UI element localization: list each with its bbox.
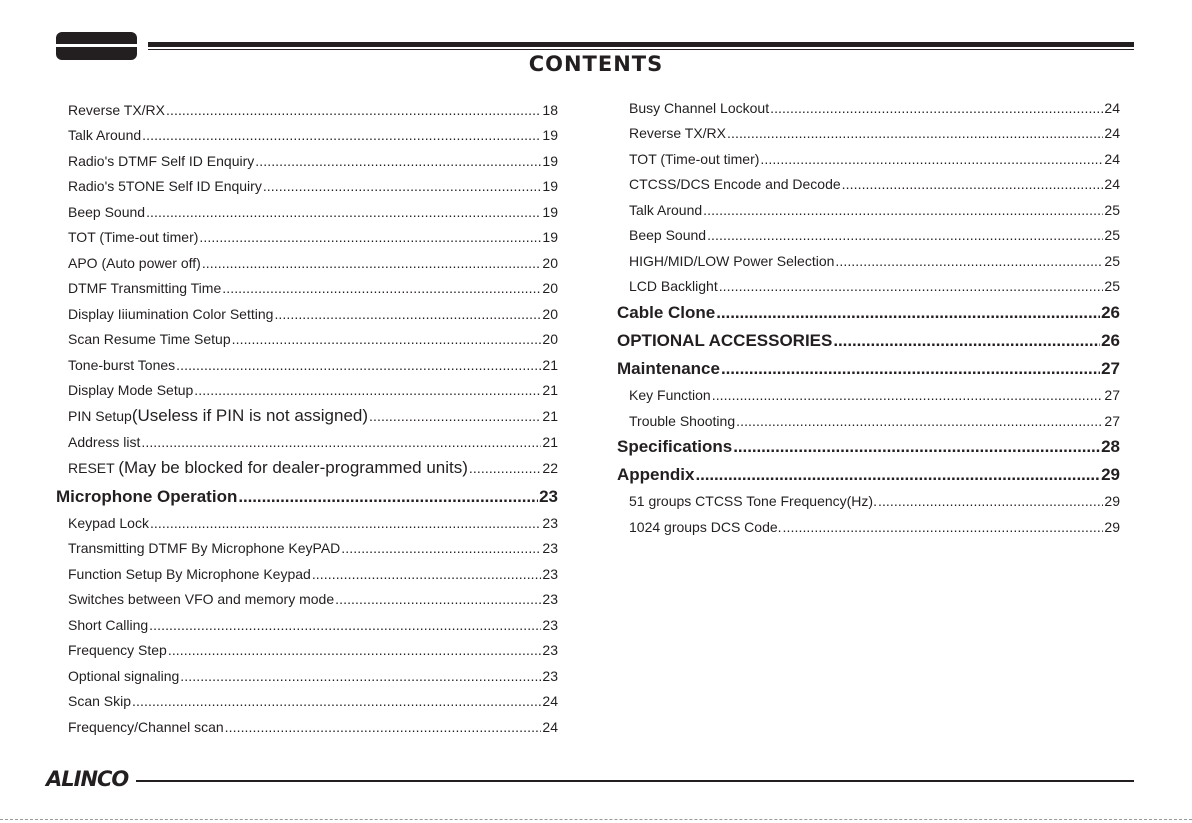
- brand-logo: ALINCO: [46, 767, 129, 791]
- toc-entry-title: [617, 465, 694, 485]
- toc-entry[interactable]: [617, 176, 1120, 192]
- toc-page-number: 21: [542, 382, 558, 398]
- dot-leader: [263, 178, 542, 194]
- toc-entry-title-text: RESET: [68, 460, 119, 476]
- toc-page-number: 24: [542, 693, 558, 709]
- toc-entry-title: [68, 617, 148, 633]
- toc-entry-title-text: Reverse TX/RX: [629, 125, 726, 141]
- toc-entry-title-text: Scan Skip: [68, 693, 132, 709]
- toc-page-number: 20: [542, 280, 558, 296]
- toc-page-number: 27: [1104, 387, 1120, 403]
- dot-leader: [469, 460, 542, 476]
- toc-entry[interactable]: [56, 102, 558, 118]
- toc-entry[interactable]: [56, 331, 558, 347]
- dot-leader: [255, 153, 541, 169]
- dot-leader: [341, 540, 541, 556]
- toc-page-number: 27: [1104, 413, 1120, 429]
- toc-page-number: 27: [1101, 359, 1120, 378]
- toc-entry[interactable]: [617, 493, 1120, 509]
- toc-entry[interactable]: [617, 125, 1120, 141]
- dot-leader: [168, 642, 542, 658]
- toc-entry-title: [617, 359, 720, 379]
- toc-entry[interactable]: [56, 127, 558, 143]
- dot-leader: [150, 515, 541, 531]
- toc-entry-title: [629, 253, 834, 269]
- toc-page-number: 24: [1104, 176, 1120, 192]
- dot-leader: [878, 493, 1103, 509]
- toc-entry-title: [68, 719, 224, 735]
- toc-entry-title-text: Radio's DTMF Self ID Enquiry: [68, 153, 255, 169]
- toc-entry-title-text: Switches between VFO and memory mode: [68, 591, 335, 607]
- toc-page-number: 24: [542, 719, 558, 735]
- toc-entry-title-text: 51 groups CTCSS Tone Frequency(Hz).: [629, 493, 877, 509]
- toc-page-number: 26: [1101, 303, 1120, 322]
- toc-entry-title: [617, 303, 715, 323]
- toc-entry-title: [617, 331, 832, 351]
- toc-entry-title: [68, 693, 131, 709]
- dot-leader: [707, 227, 1103, 243]
- dot-leader: [238, 487, 538, 507]
- toc-page-number: 29: [1104, 519, 1120, 535]
- toc-entry-title: [629, 202, 702, 218]
- header-rule: [148, 42, 1134, 47]
- toc-entry-title-text: TOT (Time-out timer): [68, 229, 199, 245]
- toc-page-number: 23: [542, 668, 558, 684]
- toc-page-number: 28: [1101, 437, 1120, 456]
- toc-entry-title-text: Frequency/Channel scan: [68, 719, 224, 735]
- toc-entry-title: [629, 413, 735, 429]
- toc-entry-title: [629, 125, 726, 141]
- toc-entry-title: [68, 458, 468, 478]
- toc-entry[interactable]: [617, 519, 1120, 535]
- toc-entry-title: [68, 204, 145, 220]
- dot-leader: [180, 668, 541, 684]
- page-title: CONTENTS: [528, 52, 664, 76]
- toc-entry[interactable]: [56, 719, 558, 735]
- toc-entry[interactable]: [56, 306, 558, 322]
- dot-leader: [770, 100, 1103, 116]
- toc-entry-title: [68, 642, 167, 658]
- dot-leader: [835, 253, 1103, 269]
- toc-entry-title: [629, 493, 877, 509]
- toc-entry[interactable]: [56, 617, 558, 633]
- toc-entry-title-text: Beep Sound: [629, 227, 707, 243]
- toc-page-number: 23: [542, 591, 558, 607]
- toc-page-number: 23: [542, 617, 558, 633]
- toc-entry-title-text: DTMF Transmitting Time: [68, 280, 222, 296]
- dot-leader: [736, 413, 1103, 429]
- toc-entry-title-text: Radio's 5TONE Self ID Enquiry: [68, 178, 262, 194]
- toc-entry[interactable]: [617, 202, 1120, 218]
- toc-section-entry[interactable]: [617, 303, 1120, 323]
- toc-entry[interactable]: [56, 280, 558, 296]
- toc-entry[interactable]: [56, 566, 558, 582]
- toc-entry-title: [629, 227, 706, 243]
- dot-leader: [199, 229, 541, 245]
- dot-leader: [132, 693, 541, 709]
- toc-entry[interactable]: [56, 178, 558, 194]
- page-edge-dots: [0, 819, 1192, 820]
- dot-leader: [716, 303, 1100, 323]
- dot-leader: [202, 255, 542, 271]
- toc-section-entry[interactable]: [617, 437, 1120, 457]
- toc-page-number: 23: [542, 566, 558, 582]
- toc-entry-note: (May be blocked for dealer-programmed units): [118, 458, 468, 477]
- dot-leader: [176, 357, 541, 373]
- toc-page-number: 25: [1104, 227, 1120, 243]
- dot-leader: [274, 306, 541, 322]
- toc-page-number: 24: [1104, 125, 1120, 141]
- dot-leader: [312, 566, 542, 582]
- toc-entry[interactable]: [56, 434, 558, 450]
- toc-page-number: 24: [1104, 151, 1120, 167]
- toc-page-number: 26: [1101, 331, 1120, 350]
- toc-entry-title: [68, 406, 368, 426]
- toc-entry-title: [629, 519, 782, 535]
- toc-page-number: 22: [542, 460, 558, 476]
- toc-page-number: 20: [542, 255, 558, 271]
- footer-rule: [136, 780, 1134, 782]
- toc-entry-title: [68, 591, 334, 607]
- toc-entry-title-text: Display Mode Setup: [68, 382, 194, 398]
- toc-page-number: 19: [542, 204, 558, 220]
- toc-entry-title: [68, 102, 165, 118]
- toc-page-number: 25: [1104, 253, 1120, 269]
- toc-entry[interactable]: [56, 458, 558, 478]
- toc-entry[interactable]: [56, 406, 558, 426]
- dot-leader: [712, 387, 1104, 403]
- dot-leader: [225, 719, 542, 735]
- toc-page-number: 20: [542, 306, 558, 322]
- toc-entry-title-text: LCD Backlight: [629, 278, 718, 294]
- toc-entry-title-text: Talk Around: [629, 202, 703, 218]
- toc-entry-title: [68, 280, 221, 296]
- toc-entry[interactable]: [617, 387, 1120, 403]
- toc-entry[interactable]: [56, 642, 558, 658]
- toc-entry-title-text: Key Function: [629, 387, 711, 403]
- dot-leader: [194, 382, 541, 398]
- dot-leader: [141, 434, 541, 450]
- toc-page-number: 23: [542, 642, 558, 658]
- toc-entry-title-text: Frequency Step: [68, 642, 167, 658]
- toc-page-number: 21: [542, 408, 558, 424]
- toc-entry-title-text: Scan Resume Time Setup: [68, 331, 231, 347]
- toc-entry-title-text: Maintenance: [617, 359, 720, 378]
- toc-entry-title-text: Microphone Operation: [56, 487, 238, 506]
- toc-page-number: 19: [542, 178, 558, 194]
- toc-entry[interactable]: [56, 357, 558, 373]
- toc-entry-title: [629, 100, 769, 116]
- dot-leader: [760, 151, 1103, 167]
- toc-entry-title-text: Beep Sound: [68, 204, 146, 220]
- toc-entry[interactable]: [617, 100, 1120, 116]
- toc-entry[interactable]: [56, 515, 558, 531]
- toc-entry-title: [68, 153, 254, 169]
- toc-entry[interactable]: [617, 151, 1120, 167]
- toc-page-number: 20: [542, 331, 558, 347]
- toc-entry-title-text: CTCSS/DCS Encode and Decode: [629, 176, 841, 192]
- toc-entry-title-text: Transmitting DTMF By Microphone KeyPAD: [68, 540, 341, 556]
- toc-page-number: 23: [542, 540, 558, 556]
- dot-leader: [783, 519, 1104, 535]
- toc-entry-title-text: 1024 groups DCS Code.: [629, 519, 782, 535]
- toc-entry-title-text: Talk Around: [68, 127, 142, 143]
- toc-entry-title-text: Tone-burst Tones: [68, 357, 176, 373]
- toc-entry-title-text: Cable Clone: [617, 303, 716, 322]
- toc-page-number: 25: [1104, 278, 1120, 294]
- dot-leader: [335, 591, 541, 607]
- toc-entry-title-text: TOT (Time-out timer): [629, 151, 760, 167]
- dot-leader: [166, 102, 541, 118]
- toc-entry[interactable]: [617, 227, 1120, 243]
- toc-entry-title: [68, 178, 262, 194]
- dot-leader: [695, 465, 1100, 485]
- toc-section-entry[interactable]: [617, 359, 1120, 379]
- toc-entry-title-text: HIGH/MID/LOW Power Selection: [629, 253, 835, 269]
- toc-entry-title: [629, 278, 718, 294]
- toc-page-number: 18: [542, 102, 558, 118]
- toc-entry-title-text: APO (Auto power off): [68, 255, 201, 271]
- toc-entry[interactable]: [56, 668, 558, 684]
- dot-leader: [146, 204, 541, 220]
- toc-page-number: 19: [542, 153, 558, 169]
- toc-entry-title: [68, 566, 311, 582]
- toc-entry-title-text: Keypad Lock: [68, 515, 149, 531]
- dot-leader: [232, 331, 542, 347]
- toc-page-number: 29: [1104, 493, 1120, 509]
- toc-entry[interactable]: [56, 540, 558, 556]
- toc-entry-title-text: Short Calling: [68, 617, 149, 633]
- toc-entry-title: [68, 229, 198, 245]
- dot-leader: [721, 359, 1100, 379]
- toc-entry-title: [68, 255, 201, 271]
- toc-entry[interactable]: [56, 229, 558, 245]
- toc-entry-title: [68, 306, 273, 322]
- toc-entry-title: [629, 176, 841, 192]
- toc-section-entry[interactable]: [617, 465, 1120, 485]
- dot-leader: [149, 617, 541, 633]
- toc-page-number: 24: [1104, 100, 1120, 116]
- toc-entry[interactable]: [56, 204, 558, 220]
- toc-page-number: 23: [539, 487, 558, 506]
- toc-entry[interactable]: [56, 255, 558, 271]
- toc-entry-title: [68, 668, 179, 684]
- dot-leader: [727, 125, 1103, 141]
- toc-entry-title: [617, 437, 732, 457]
- toc-entry-title: [68, 434, 140, 450]
- dot-leader: [733, 437, 1100, 457]
- toc-entry-title-text: Appendix: [617, 465, 695, 484]
- toc-entry-title: [629, 387, 711, 403]
- toc-entry-title: [68, 127, 141, 143]
- dot-leader: [369, 408, 541, 424]
- dot-leader: [833, 331, 1100, 351]
- toc-entry-title-text: Busy Channel Lockout: [629, 100, 770, 116]
- toc-entry-title: [68, 331, 231, 347]
- toc-entry-title-text: Function Setup By Microphone Keypad: [68, 566, 311, 582]
- dot-leader: [222, 280, 541, 296]
- toc-entry[interactable]: [617, 278, 1120, 294]
- toc-entry-title-text: OPTIONAL ACCESSORIES: [617, 331, 833, 350]
- toc-entry[interactable]: [56, 153, 558, 169]
- toc-entry-title: [68, 382, 193, 398]
- toc-entry-title-text: Specifications: [617, 437, 733, 456]
- toc-entry-title: [68, 357, 175, 373]
- toc-entry-note: (Useless if PIN is not assigned): [131, 406, 369, 425]
- toc-entry-title: [629, 151, 759, 167]
- dot-leader: [142, 127, 541, 143]
- dot-leader: [842, 176, 1104, 192]
- toc-entry-title-text: Optional signaling: [68, 668, 180, 684]
- toc-entry-title: [68, 540, 340, 556]
- toc-page-number: 25: [1104, 202, 1120, 218]
- toc-page-number: 21: [542, 434, 558, 450]
- toc-section-entry[interactable]: [617, 331, 1120, 351]
- toc-entry-title-text: Trouble Shooting: [629, 413, 736, 429]
- toc-page-number: 19: [542, 229, 558, 245]
- toc-page-number: 29: [1101, 465, 1120, 484]
- toc-entry[interactable]: [617, 253, 1120, 269]
- toc-entry-title-text: Reverse TX/RX: [68, 102, 165, 118]
- toc-page-number: 23: [542, 515, 558, 531]
- toc-entry[interactable]: [56, 382, 558, 398]
- dot-leader: [703, 202, 1103, 218]
- toc-section-entry[interactable]: [56, 487, 558, 507]
- toc-entry[interactable]: [56, 693, 558, 709]
- toc-entry[interactable]: [617, 413, 1120, 429]
- toc-entry[interactable]: [56, 591, 558, 607]
- toc-entry-title: [56, 487, 237, 507]
- toc-page-number: 21: [542, 357, 558, 373]
- toc-entry-title-text: Display Iiiumination Color Setting: [68, 306, 274, 322]
- dot-leader: [719, 278, 1104, 294]
- toc-entry-title-text: Address list: [68, 434, 141, 450]
- toc-page-number: 19: [542, 127, 558, 143]
- toc-entry-title: [68, 515, 149, 531]
- toc-entry-title-text: PIN Setup: [68, 408, 132, 424]
